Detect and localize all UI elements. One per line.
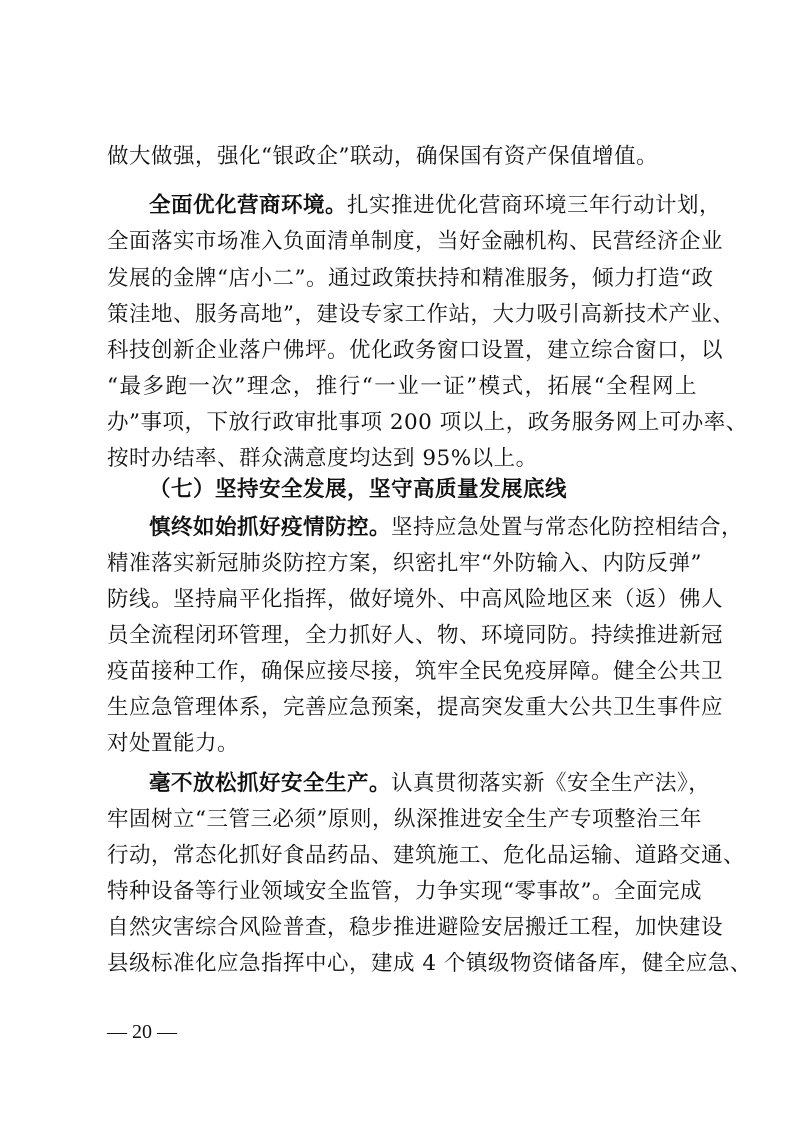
body-line: 自然灾害综合风险普查，稳步推进避险安居搬迁工程，加快建设 [107, 915, 724, 940]
body-line: 全面落实市场准入负面清单制度，当好金融机构、民营经济企业 [107, 229, 724, 254]
body-line: 员全流程闭环管理，全力抓好人、物、环境同防。持续推进新冠 [107, 623, 724, 648]
body-line: 特种设备等行业领域安全监管，力争实现“零事故”。全面完成 [107, 879, 702, 904]
paragraph-line: 全面优化营商环境。扎实推进优化营商环境三年行动计划， [149, 193, 722, 218]
body-line: 对处置能力。 [107, 731, 240, 756]
body-line: 办”事项，下放行政审批事项 200 项以上，政务服务网上可办率、 [107, 410, 748, 435]
paragraph-line: 毫不放松抓好安全生产。认真贯彻落实新《安全生产法》， [149, 771, 711, 796]
body-line: 按时办结率、群众满意度均达到 95%以上。 [107, 446, 538, 471]
body-line: 县级标准化应急指挥中心，建成 4 个镇级物资储备库，健全应急、 [107, 951, 752, 976]
page-number: — 20 — [107, 1021, 177, 1043]
body-line: 牢固树立“三管三必须”原则，纵深推进安全生产专项整治三年 [107, 807, 702, 832]
section-heading: （七）坚持安全发展，坚守高质量发展底线 [149, 477, 568, 502]
body-line: 行动，常态化抓好食品药品、建筑施工、危化品运输、道路交通、 [107, 843, 746, 868]
paragraph-line: 慎终如始抓好疫情防控。坚持应急处置与常态化防控相结合， [149, 515, 744, 540]
body-line: 科技创新企业落户佛坪。优化政务窗口设置，建立综合窗口，以 [107, 338, 724, 363]
paragraph-lead: 全面优化营商环境。 [149, 193, 348, 218]
body-line: 策洼地、服务高地”，建设专家工作站，大力吸引高新技术产业、 [107, 302, 735, 327]
body-line: 疫苗接种工作，确保应接尽接，筑牢全民免疫屏障。健全公共卫 [107, 659, 724, 684]
paragraph-lead: 毫不放松抓好安全生产。 [149, 771, 392, 796]
body-line: 防线。坚持扁平化指挥，做好境外、中高风险地区来（返）佛人 [107, 587, 724, 612]
paragraph-lead: 慎终如始抓好疫情防控。 [149, 515, 392, 540]
body-line: “最多跑一次”理念，推行“一业一证”模式，拓展“全程网上 [107, 374, 697, 399]
body-line: 发展的金牌“店小二”。通过政策扶持和精准服务，倾力打造“政 [107, 266, 714, 291]
body-line: 生应急管理体系，完善应急预案，提高突发重大公共卫生事件应 [107, 695, 724, 720]
body-line: 精准落实新冠肺炎防控方案，织密扎牢“外防输入、内防反弹” [107, 551, 702, 576]
body-line: 做大做强，强化“银政企”联动，确保国有资产保值增值。 [107, 144, 658, 169]
